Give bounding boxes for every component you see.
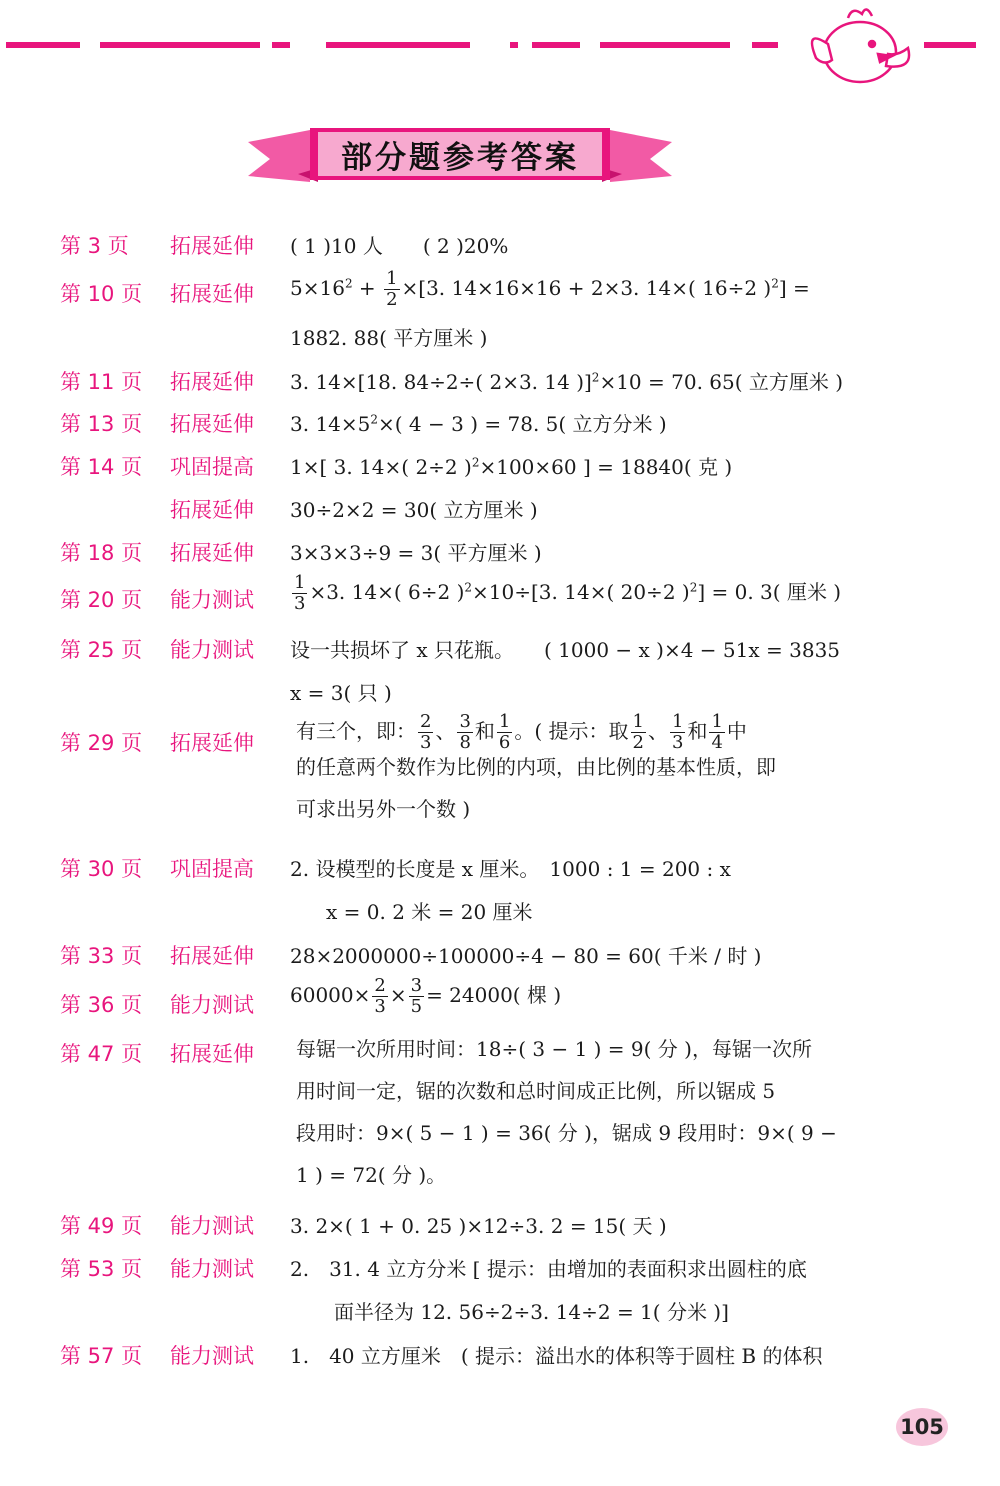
page-ref: 第 53 页 xyxy=(60,1257,143,1281)
fraction: $\frac{1}{2}$ xyxy=(632,711,644,753)
page-ref: 第 47 页 xyxy=(60,1042,143,1066)
answer-text: x = 3( 只 ) xyxy=(290,681,392,705)
answer-text: ( 1 )10 人 ( 2 )20% xyxy=(290,234,509,258)
answer-text: 2. 设模型的长度是 x 厘米。 1000 : 1 = 200 : x xyxy=(290,857,731,881)
section-label: 拓展延伸 xyxy=(170,541,254,565)
section-label: 拓展延伸 xyxy=(170,234,254,258)
fraction: $\frac{2}{3}$ xyxy=(374,975,386,1017)
page-ref: 第 11 页 xyxy=(60,370,143,394)
page-ref: 第 14 页 xyxy=(60,455,143,479)
section-label: 能力测试 xyxy=(170,588,254,612)
answer-text: 设一共损坏了 x 只花瓶。 ( 1000 − x )×4 − 51x = 3835 xyxy=(290,638,841,662)
answer-text: x = 0. 2 米 = 20 厘米 xyxy=(326,900,533,924)
fraction: $\frac{1}{3}$ xyxy=(294,572,306,614)
answer-text: 1882. 88( 平方厘米 ) xyxy=(290,326,488,350)
page-ref: 第 30 页 xyxy=(60,857,143,881)
page-ref: 第 20 页 xyxy=(60,588,143,612)
answer-text: 2. 31. 4 立方分米 [ 提示：由增加的表面积求出圆柱的底 xyxy=(290,1257,807,1281)
section-label: 拓展延伸 xyxy=(170,731,254,755)
section-label: 能力测试 xyxy=(170,1214,254,1238)
answer-text: 3×3×3÷9 = 3( 平方厘米 ) xyxy=(290,541,542,565)
answer-text: 1×[ 3. 14×( 2÷2 )$^2$×100×60 ] = 18840( 克 ) xyxy=(290,455,733,479)
page-number: 105 xyxy=(896,1408,948,1446)
answer-text: 有三个，即： $\frac{2}{3}$ 、 $\frac{3}{8}$ 和 $\frac{1}{6}$ 。( 提示：取 $\frac{1}{2}$ 、 $\frac{1}{3}$ 和 $\frac{1}{4}$ 中 的任意两个数作为比例的内项，由比例的基本性质，即 可求出另外一个数 ) xyxy=(296,711,776,821)
answer-text: 3. 14×[18. 84÷2÷( 2×3. 14 )]$^2$×10 = 70. 65( 立方厘米 ) xyxy=(290,370,844,394)
section-label: 能力测试 xyxy=(170,1344,254,1368)
section-label: 能力测试 xyxy=(170,638,254,662)
section-label: 能力测试 xyxy=(170,1257,254,1281)
page-ref: 第 57 页 xyxy=(60,1344,143,1368)
fraction: $\frac{3}{5}$ xyxy=(410,975,423,1017)
fraction: $\frac{1}{2}$ xyxy=(386,268,398,310)
fraction: $\frac{3}{8}$ xyxy=(459,711,471,753)
answer-text: 面半径为 12. 56÷2÷3. 14÷2 = 1( 分米 )] xyxy=(334,1300,729,1324)
fraction: $\frac{1}{6}$ xyxy=(498,711,511,753)
answer-text: 1. 40 立方厘米 ( 提示：溢出水的体积等于圆柱 B 的体积 xyxy=(290,1344,823,1368)
page-ref: 第 36 页 xyxy=(60,993,143,1017)
section-label: 拓展延伸 xyxy=(170,944,254,968)
top-dashed-border xyxy=(0,0,1000,120)
fraction: $\frac{2}{3}$ xyxy=(420,711,432,753)
answer-text: 3. $14\times 5^2\times$( 4 − 3 ) = 78. 5( 立方分米 ) xyxy=(290,412,667,436)
answer-text: 30÷2×2 = 30( 立方厘米 ) xyxy=(290,498,538,522)
page-ref: 第 13 页 xyxy=(60,412,143,436)
section-label: 拓展延伸 xyxy=(170,1042,254,1066)
page-ref: 第 49 页 xyxy=(60,1214,143,1238)
page-ref: 第 18 页 xyxy=(60,541,143,565)
section-label: 拓展延伸 xyxy=(170,370,254,394)
fraction: $\frac{1}{4}$ xyxy=(711,711,723,753)
section-label: 拓展延伸 xyxy=(170,282,254,306)
answer-text: 60000× $\frac{2}{3}$ × $\frac{3}{5}$ = 24000( 棵 ) xyxy=(290,975,562,1017)
bird-icon xyxy=(812,9,909,82)
answer-text: $5\times 16^2$ + $\frac{1}{2}$ ×[3. 14×16×16 + 2×3. 14×( 16÷2 )$^2$] = xyxy=(290,268,810,310)
page-ref: 第 10 页 xyxy=(60,282,143,306)
section-label: 巩固提高 xyxy=(170,455,254,479)
page-ref: 第 33 页 xyxy=(60,944,143,968)
page-ref: 第 25 页 xyxy=(60,638,143,662)
fraction: $\frac{1}{3}$ xyxy=(671,711,684,753)
answer-text: 28×2000000÷100000÷4 − 80 = 60( 千米 / 时 ) xyxy=(290,944,762,968)
answer-text: $\frac{1}{3}$ ×3. 14×( 6÷2 )$^2$×10÷[3. 14×( 20÷2 )$^2$] = 0. 3( 厘米 ) xyxy=(294,572,842,614)
page-title: 部分题参考答案 xyxy=(341,139,579,176)
page-ref: 第 29 页 xyxy=(60,731,143,755)
section-label: 拓展延伸 xyxy=(170,412,254,436)
section-label: 拓展延伸 xyxy=(170,498,254,522)
answer-text: 3. 2×( 1 + 0. 25 )×12÷3. 2 = 15( 天 ) xyxy=(290,1214,667,1238)
section-label: 巩固提高 xyxy=(170,857,254,881)
section-label: 能力测试 xyxy=(170,993,254,1017)
page-ref: 第 3 页 xyxy=(60,234,129,258)
answer-text: 每锯一次所用时间：18÷( 3 − 1 ) = 9( 分 )，每锯一次所 用时间一定，锯的次数和总时间成正比例，所以锯成 5 段用时：9×( 5 − 1 ) = 36( 分 )，锯成 9 段用时：9×( 9 − 1 ) = 72( 分 )。 xyxy=(296,1037,837,1187)
